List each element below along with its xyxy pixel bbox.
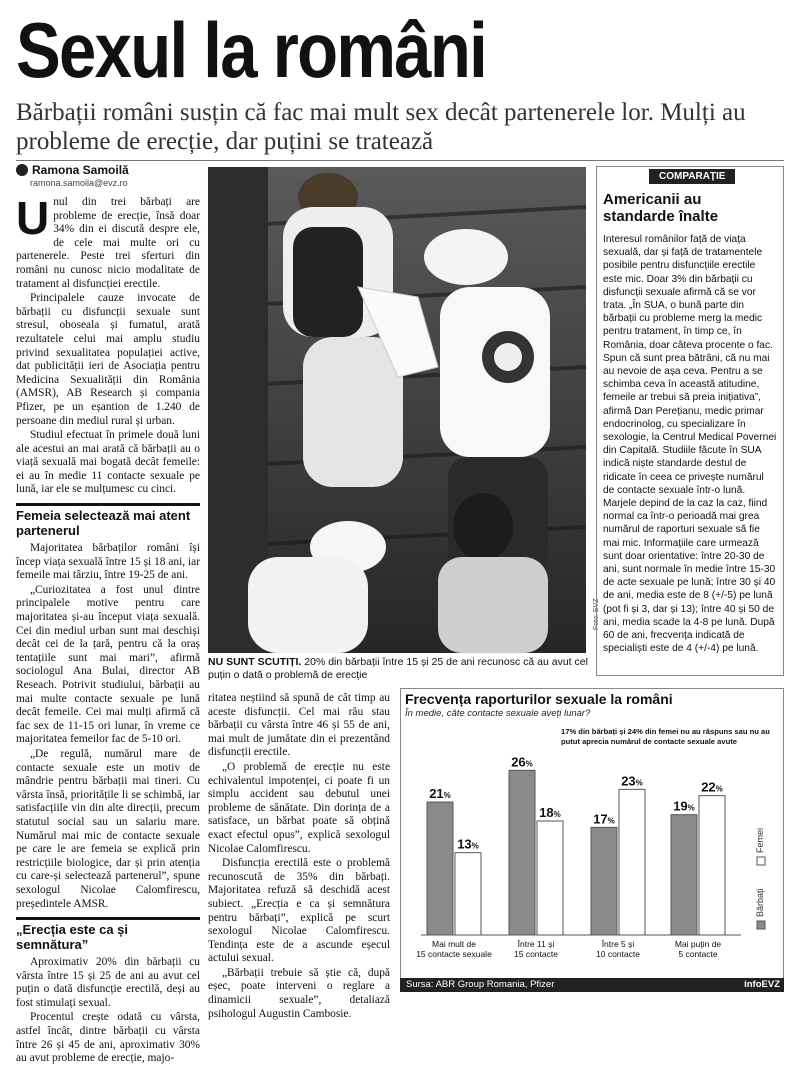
- bar-barbati: [591, 827, 617, 935]
- bar-femei: [699, 796, 725, 935]
- author-email[interactable]: ramona.samoila@evz.ro: [30, 178, 128, 188]
- data-label: 23%: [621, 773, 643, 789]
- data-label: 13%: [457, 836, 479, 852]
- paragraph: ritatea neștiind să spună de cât timp au aceste disfuncții. Cel mai rău stau bărbații cu vârsta între 46 și 55 de ani, mai mult de jumătate din ei prezentând disfuncții erectile.: [208, 692, 390, 759]
- paragraph: Unul din trei bărbați are probleme de erecție, însă doar 34% din ei discută despre ele, de cele mai multe ori cu partenerele. Peste trei sferturi din români nu cunosc nicio modalitate de tratament al disfuncției erectile.: [16, 192, 200, 290]
- category-label: Mai puțin de: [674, 939, 722, 949]
- author-name: Ramona Samoilă: [32, 163, 129, 177]
- chart-source: Sursa: ABR Group Romania, Pfizer infoEVZ: [400, 978, 784, 992]
- bar-barbati: [671, 815, 697, 935]
- sidebar-body: Interesul românilor față de viața sexuală, dar și față de tratamentele posibile pentru disfuncțiile erectile este mic. Doar 3% din bărbații cu disfuncții sexuale afirmă că se vor trata. „În SUA, o bună parte din bărbații cu probleme merg la medic pentru tratament, în timp ce, în România, doar câteva procente o fac. Spun că sunt prea bătrâni, că nu mai au nevoie de așa ceva. Pentru a se schimba ceva în această atitudine, femeile ar trebui să preia inițiativa”, afirmă Dan Perețianu, medic primar endocrinolog, cu specializare în sexologie, la Centrul Medical Povernei din Capitală. Studiile făcute în SUA indică niște standarde destul de ridicate în ceea ce privește numărul de contacte sexuale într-o lună. Marjele depind de la caz la caz, fiind normal ca într-o perioadă mai grea numărul de raporturi sexuale să fie mai mic. Informațiile care urmează sunt doar orientative: între 20-30 de ani, sunt normale în medie între 15-30 de acte sexuale pe lună; între 30 și 40 de ani, media este de 8 (+/-5) pe lună (pot fi și 3, dar și 13); între 40 și 50 de ani, media scade la 4-8 pe lună. După 60 de ani, frecvența indicată de specialiști este de 4 (+/-4) pe lună.: [603, 234, 777, 655]
- article-photo: [208, 167, 586, 653]
- chart: [400, 688, 784, 980]
- data-label: 22%: [701, 779, 723, 795]
- data-label: 18%: [539, 805, 561, 820]
- data-label: 21%: [429, 786, 451, 801]
- bar-femei: [619, 789, 645, 935]
- photo-caption: NU SUNT SCUTIȚI. 20% din bărbații între 15 și 25 de ani recunosc că au avut cel puțin o dată o problemă de erecție: [208, 656, 588, 681]
- divider: [16, 160, 784, 161]
- data-label: 19%: [673, 798, 695, 814]
- legend-swatch: [757, 857, 765, 865]
- column-1: [16, 192, 200, 1067]
- brand-logo: infoEVZ: [744, 979, 780, 990]
- paragraph: Procentul crește odată cu vârsta, astfel încât, dintre bărbații cu vârsta între 26 și 45 de ani, aproximativ 30% au avut probleme de erecție, majo-: [16, 1011, 200, 1065]
- pen-icon: [16, 164, 28, 176]
- bar-femei: [537, 821, 563, 935]
- chart-subtitle: În medie, câte contacte sexuale aveți lunar?: [405, 708, 591, 719]
- category-label: Între 5 și: [601, 939, 635, 949]
- deck: Bărbații români susțin că fac mai mult sex decât partenerele lor. Mulți au probleme de erecție, dar puțini se tratează: [16, 99, 746, 155]
- category-label: 15 contacte sexuale: [416, 949, 492, 959]
- sidebar-box: [596, 166, 784, 676]
- data-label: 17%: [593, 811, 615, 827]
- paragraph: Studiul efectuat în primele două luni ale acestui an mai arată că bărbații au o viață sexuală mai bogată decât femeile: ei au în medie 11 contacte sexuale pe lună, iar ele se mulțumesc cu cinci.: [16, 429, 200, 496]
- category-label: Între 11 și: [517, 939, 555, 949]
- byline: [16, 163, 129, 177]
- bar-barbati: [427, 802, 453, 935]
- legend-label: Bărbați: [755, 888, 765, 917]
- category-label: 15 contacte: [514, 949, 558, 959]
- paragraph: „O problemă de erecție nu este echivalentul impotenței, ci poate fi un simplu accident sau debutul unei probleme de sănătate. Din dorința de a satisface, un bărbat poate să obțină exact efectul opus”, explică sexologul Nicolae Calomfirescu.: [208, 760, 390, 855]
- paragraph: Principalele cauze invocate de bărbații cu disfuncții sexuale sunt stresul, oboseala și fumatul, arată rezultatele celui mai amplu studiu privind sexualitatea populației active, dat publicității ieri de Asociația pentru Medicina Sexualității din România (AMSR), AB Research și compania Pfizer, pe un eșantion de 1.240 de persoane din mediul rural și urban.: [16, 292, 200, 427]
- bar-barbati: [509, 770, 535, 935]
- photo-illustration: [208, 167, 586, 653]
- photo-credit: Foto: EVZ: [593, 598, 600, 630]
- bar-femei: [455, 853, 481, 935]
- subhead: Femeia selectează mai atent partenerul: [16, 503, 200, 538]
- paragraph: „De regulă, numărul mare de contacte sexuale este un motiv de mândrie pentru bărbații mai tineri. Cu vârsta însă, prioritățile li se schimbă, iar satisfacțiile vin din alte direcții, precum statutul social sau un salariu mare. Numărul mai mic de contacte sexuale pe care le are femeia se explică prin restricțiile biologice, dar și prin atenția cu care-și selectează partenerul”, spune sexologul Nicolae Calomfirescu, președintele AMSR.: [16, 747, 200, 910]
- column-2: [208, 692, 390, 1022]
- category-label: 10 contacte: [596, 949, 640, 959]
- paragraph: Aproximativ 20% din bărbații cu vârsta între 15 și 25 de ani au avut cel puțin o dată disfuncție erectilă, deși au fost stimulați sexual.: [16, 956, 200, 1009]
- chart-note: 17% din bărbați și 24% din femei nu au răspuns sau nu au putut aprecia numărul de contacte sexuale avute: [561, 727, 770, 746]
- category-label: Mai mult de: [432, 939, 476, 949]
- paragraph: Majoritatea bărbaților români își încep viața sexuală între 15 și 18 ani, iar femeile mai târziu, între 19-25 de ani.: [16, 542, 200, 582]
- chart-plot: [401, 689, 785, 981]
- drop-cap: U: [16, 192, 50, 244]
- sidebar-tag: COMPARAȚIE: [649, 169, 735, 184]
- category-label: 5 contacte: [678, 949, 718, 959]
- legend-swatch: [757, 921, 765, 929]
- paragraph: „Curiozitatea a fost unul dintre principalele motive pentru care majoritatea și-au început viața sexuală. Cei din mediul urban sunt mai deschiși decât cei de la țară, pentru că la oraș tentațiile sunt mai mari”, afirmă sociologul Ana Bulai, director AB Reseach. Potrivit studiului, bărbații au mai multe contacte sexuale pe lună decât femeile. Cei mai mulți afirmă că fac sex de 11-15 ori lunar, în vreme ce majoritatea femeilor fac de 5-10 ori.: [16, 583, 200, 746]
- sidebar-title: Americanii au standarde înalte: [603, 191, 719, 225]
- legend-label: Femei: [755, 827, 765, 853]
- chart-title: Frecvența raporturilor sexuale la români: [405, 691, 673, 707]
- subhead: „Erecția este ca și semnătura”: [16, 917, 200, 952]
- headline: Sexul la români: [16, 6, 487, 94]
- data-label: 26%: [511, 754, 533, 770]
- paragraph: „Bărbații trebuie să știe că, după eșec, poate interveni o reglare a dinamicii sexuale”, detaliază psihologul Augustin Cambosie.: [208, 966, 390, 1020]
- paragraph: Disfuncția erectilă este o problemă recunoscută de 35% din bărbați. Majoritatea refuză să deschidă acest subiect. „Erecția e ca și semnătura pentru bărbați”, explică pe scurt sexologul Nicolae Calomfirescu. Tendința este de a ascunde eșecul actului sexual.: [208, 857, 390, 965]
